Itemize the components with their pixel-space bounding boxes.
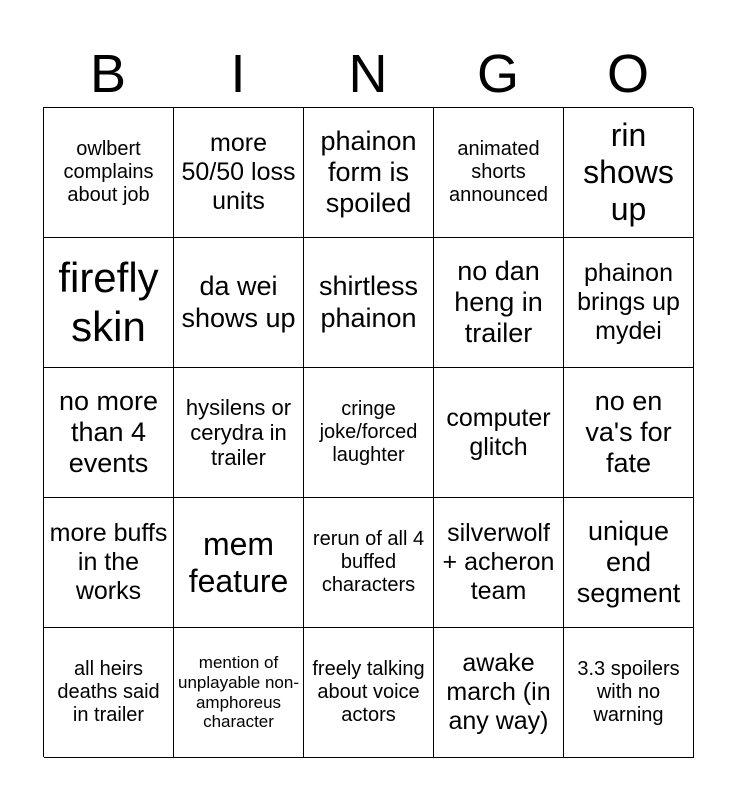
cell-text: mem feature: [188, 525, 289, 599]
cell-text: more buffs in the works: [49, 519, 168, 605]
bingo-cell[interactable]: [564, 108, 694, 238]
cell-text: da wei shows up: [181, 271, 296, 333]
bingo-cell[interactable]: [44, 108, 174, 238]
bingo-cell[interactable]: [174, 628, 304, 758]
bingo-cell[interactable]: [174, 108, 304, 238]
bingo-cell[interactable]: [304, 238, 434, 368]
bingo-cell[interactable]: [44, 498, 174, 628]
cell-text: rerun of all 4 buffed characters: [312, 528, 425, 596]
bingo-cell[interactable]: [434, 238, 564, 368]
bingo-cell[interactable]: [434, 368, 564, 498]
cell-text: 3.3 spoilers with no warning: [577, 658, 680, 726]
cell-text: awake march (in any way): [446, 649, 551, 735]
cell-text: animated shorts announced: [449, 138, 548, 206]
bingo-cell[interactable]: [564, 238, 694, 368]
header-letter-g: G: [476, 44, 519, 104]
bingo-cell[interactable]: [434, 108, 564, 238]
bingo-cell[interactable]: [434, 498, 564, 628]
cell-text: more 50/50 loss units: [181, 129, 296, 215]
header-letter-n: N: [348, 44, 388, 104]
cell-text: cringe joke/forced laughter: [319, 398, 418, 466]
bingo-cell[interactable]: [564, 368, 694, 498]
cell-text: phainon brings up mydei: [577, 259, 680, 345]
bingo-cell[interactable]: [44, 368, 174, 498]
bingo-cell[interactable]: [304, 368, 434, 498]
bingo-cell[interactable]: [174, 238, 304, 368]
cell-text: no en va's for fate: [585, 385, 672, 479]
bingo-cell[interactable]: [434, 628, 564, 758]
bingo-cell[interactable]: [304, 108, 434, 238]
cell-text: no more than 4 events: [58, 385, 159, 479]
bingo-cell[interactable]: [44, 628, 174, 758]
cell-text: computer glitch: [446, 403, 551, 461]
bingo-cell[interactable]: [304, 498, 434, 628]
header-letter-o: O: [606, 44, 649, 104]
cell-text: mention of unplayable non-amphoreus character: [178, 653, 299, 732]
cell-text: phainon form is spoiled: [320, 125, 417, 219]
cell-text: firefly skin: [58, 254, 159, 350]
header-letter-i: I: [230, 44, 246, 104]
cell-text: hysilens or cerydra in trailer: [185, 394, 292, 471]
cell-text: rin shows up: [583, 117, 674, 227]
cell-text: shirtless phainon: [318, 271, 419, 333]
cell-text: freely talking about voice actors: [312, 658, 425, 726]
bingo-header: [43, 40, 693, 108]
bingo-cell[interactable]: [564, 628, 694, 758]
cell-text: silverwolf + acheron team: [442, 519, 555, 605]
bingo-cell[interactable]: [44, 238, 174, 368]
bingo-cell[interactable]: [564, 498, 694, 628]
cell-text: owlbert complains about job: [63, 138, 154, 206]
header-letter-b: B: [89, 44, 127, 104]
cell-text: all heirs deaths said in trailer: [57, 658, 160, 726]
bingo-card-grid: [43, 107, 693, 757]
bingo-cell[interactable]: [174, 498, 304, 628]
bingo-cell[interactable]: [174, 368, 304, 498]
bingo-cell[interactable]: [304, 628, 434, 758]
cell-text: no dan heng in trailer: [454, 255, 543, 349]
cell-text: unique end segment: [576, 515, 681, 609]
